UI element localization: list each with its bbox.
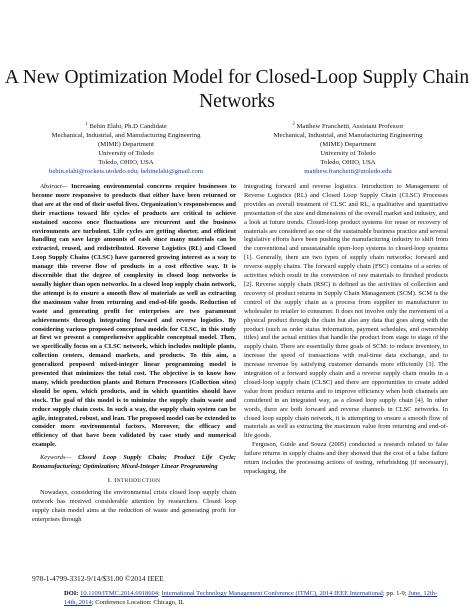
conference-link[interactable]: International Technology Management Conference (ITMC), 2014 IEEE International [161, 590, 383, 597]
author-location: Toledo, OHIO, USA [320, 159, 376, 167]
body-paragraph: integrating forward and reverse logistics. Introduction to Management of Reverse Logistics (RL) and Closed Loop Supply Chain (CLSC) Processes provides an overall treatment of CLSC and RL, a qualitative and quantitative presentation of the size and dimensions of the overall market and industry, and a look at future trends. Closed-loop product systems for reuse or recovery of materials are considered as one of the sustainable business practice and several legislative efforts have been pushing the manufacturing industry to shift from the conventional and unsustainable open-loop systems to closed-loop systems [1]. Generally, there are two types of supply chain networks: forward and reverse supply chains. The forward supply chain (FSC) contains of a series of activities which result in the conversion of raw materials to finished products [2]. Reverse supply chain (RSC) is defined as the activities of collection and recovery of product returns in Supply Chain Management (SCM). SCM is the control of the supply chain as a process from supplier to manufacturer to wholesaler to retailer to consumer. It does not involve only the movement of a physical product through the chain but also any data that goes along with the product (such as order status information, payment schedules, and ownership titles) and the actual entities that handle the product from stage to stage of the supply chain. There are essentially three goals of SCM: to reduce inventory, to increase the speed of transactions with real-time data exchange, and to increase revenue by satisfying customer demands more efficiently [3]. The integration of a forward supply chain and a reverse supply chain results in a closed-loop supply chain (CLSC) and there are opportunities to create added value from product returns and to improve efficiency when both channels are considered in an integrated way, as a closed loop supply chain [4]. In other words, there are both forward and reverse channels in CLSC networks. In closed loop supply chain network, it is attempting to ensure a smooth flow of materials as well as extracting the maximum value from returning and end-of-life goods. [244, 183, 448, 440]
author-marker: 1 [85, 122, 88, 127]
date-link[interactable]: June, 12th-14th, 2014 [64, 590, 438, 606]
section-title-cap: I [114, 477, 117, 484]
doi-link[interactable]: 10.1109/ITMC.2014.6918604 [80, 590, 159, 597]
author-dept: Mechanical, Industrial, and Manufacturing Engineering [51, 132, 201, 140]
author-location: Toledo, OHIO, USA [98, 159, 154, 167]
abstract-label: Abstract— [40, 183, 68, 190]
author-dept2: (MIME) Department [98, 141, 154, 149]
doi-label: DOI: [64, 590, 79, 597]
author-email[interactable]: behin.elahi@rockets.utoledo.edu; behinelahi@gmail.com [48, 168, 203, 176]
copyright-line: 978-1-4799-3312-9/14/$31.00 ©2014 IEEE [32, 574, 164, 583]
right-column [244, 183, 448, 477]
author-university: University of Toledo [320, 150, 376, 158]
abstract-paragraph [32, 183, 236, 450]
section-number: I. [107, 477, 113, 484]
pages-text: ; pp. 1-9; [382, 590, 407, 597]
author-dept2: (MIME) Department [320, 141, 376, 149]
doi-footer [64, 590, 444, 607]
section-title-rest: NTRODUCTION [116, 478, 161, 484]
author-marker: 2 [292, 122, 295, 127]
conference-location: ; Conference Location: Chicago, IL [91, 598, 185, 606]
intro-paragraph: Nowadays, considering the environmental crisis closed loop supply chain network has received considerable attention by researchers. Closed loop supply chain model aims at the reduction of waste and generating profit for enterprises through [32, 488, 236, 523]
body-paragraph: Ferguson, Guide and Souza (2005) conducted a research related to false failure returns in supply chains and they showed that the cost of a false failure return includes the processing actions of testing, refurbishing (if necessary), repackaging, the [244, 441, 448, 475]
author-name: Matthew Franchetti, Assistant Professor [296, 123, 404, 131]
keywords-paragraph [32, 454, 236, 472]
abstract-text: Increasing environmental concerns require businesses to become more responsive to products that either have been returned or that are at the end of their useful lives. Organization's responsiveness and their reactions toward life cycles of products are critical to achieve sustained success once fluctuations are recurrent and the business environments are turbulent. Life cycles are getting shorter, and efficient handling can save large amounts of cash since many materials can be extracted, reused, and redistributed. Reverse Logistics (RL) and Closed Loop Supply Chains (CLSC) have garnered growing interest as a way to manage this reverse flow of products in a cost effective way. It is discernible that the degree of complexity in closed loop networks is usually higher than open networks. In a closed loop supply chain network, the attempt is to ensure a smooth flow of materials as well as extracting the maximum value from returning and end-of-life goods. Reduction of waste and generating profit for enterprises are two paramount achievements through integrating forward and reverse logistics. By considering various proposed conceptual models for CLSC, in this study at first we present a comprehensive applicable conceptual model. Then, we specifically focus on a CLSC network, which includes multiple plants, collection centers, demand markets, and products. To this aim, a generalized proposed mixed-integer linear programming model is presented that minimizes the total cost. The objective is to know how many, which production plants and Return Processors (Collection sites) should be open, which products, and in which quantities should have stock. The goal of this model is to minimize the supply chain waste and reduce supply chain costs. In such a way, the supply chain system can be agile, integrated, robust, and lean. The proposed model can be extended to consider more environmental factors. Moreover, the efficacy and efficiency of that have been validated by case study and numerical example. [32, 183, 237, 449]
paper-title: A New Optimization Model for Closed-Loop Supply Chain Networks [4, 67, 470, 112]
author-block-1 [16, 120, 236, 176]
section-heading [32, 477, 236, 486]
separator: ; [158, 590, 160, 597]
author-name: Behin Elahi, Ph.D Candidate [89, 123, 167, 131]
author-email[interactable]: matthew.franchetti@utoledo.edu [304, 168, 392, 176]
author-block-2 [238, 120, 458, 176]
author-dept: Mechanical, Industrial, and Manufacturing Engineering [273, 132, 423, 140]
author-university: University of Toledo [98, 150, 154, 158]
keywords-text: Closed Loop Supply Chain; Product Life Cycle; Remanufacturing; Optimization; Mixed-Integer Linear Programming [32, 454, 236, 471]
left-column [32, 183, 236, 525]
keywords-label: Keywords— [40, 454, 72, 462]
